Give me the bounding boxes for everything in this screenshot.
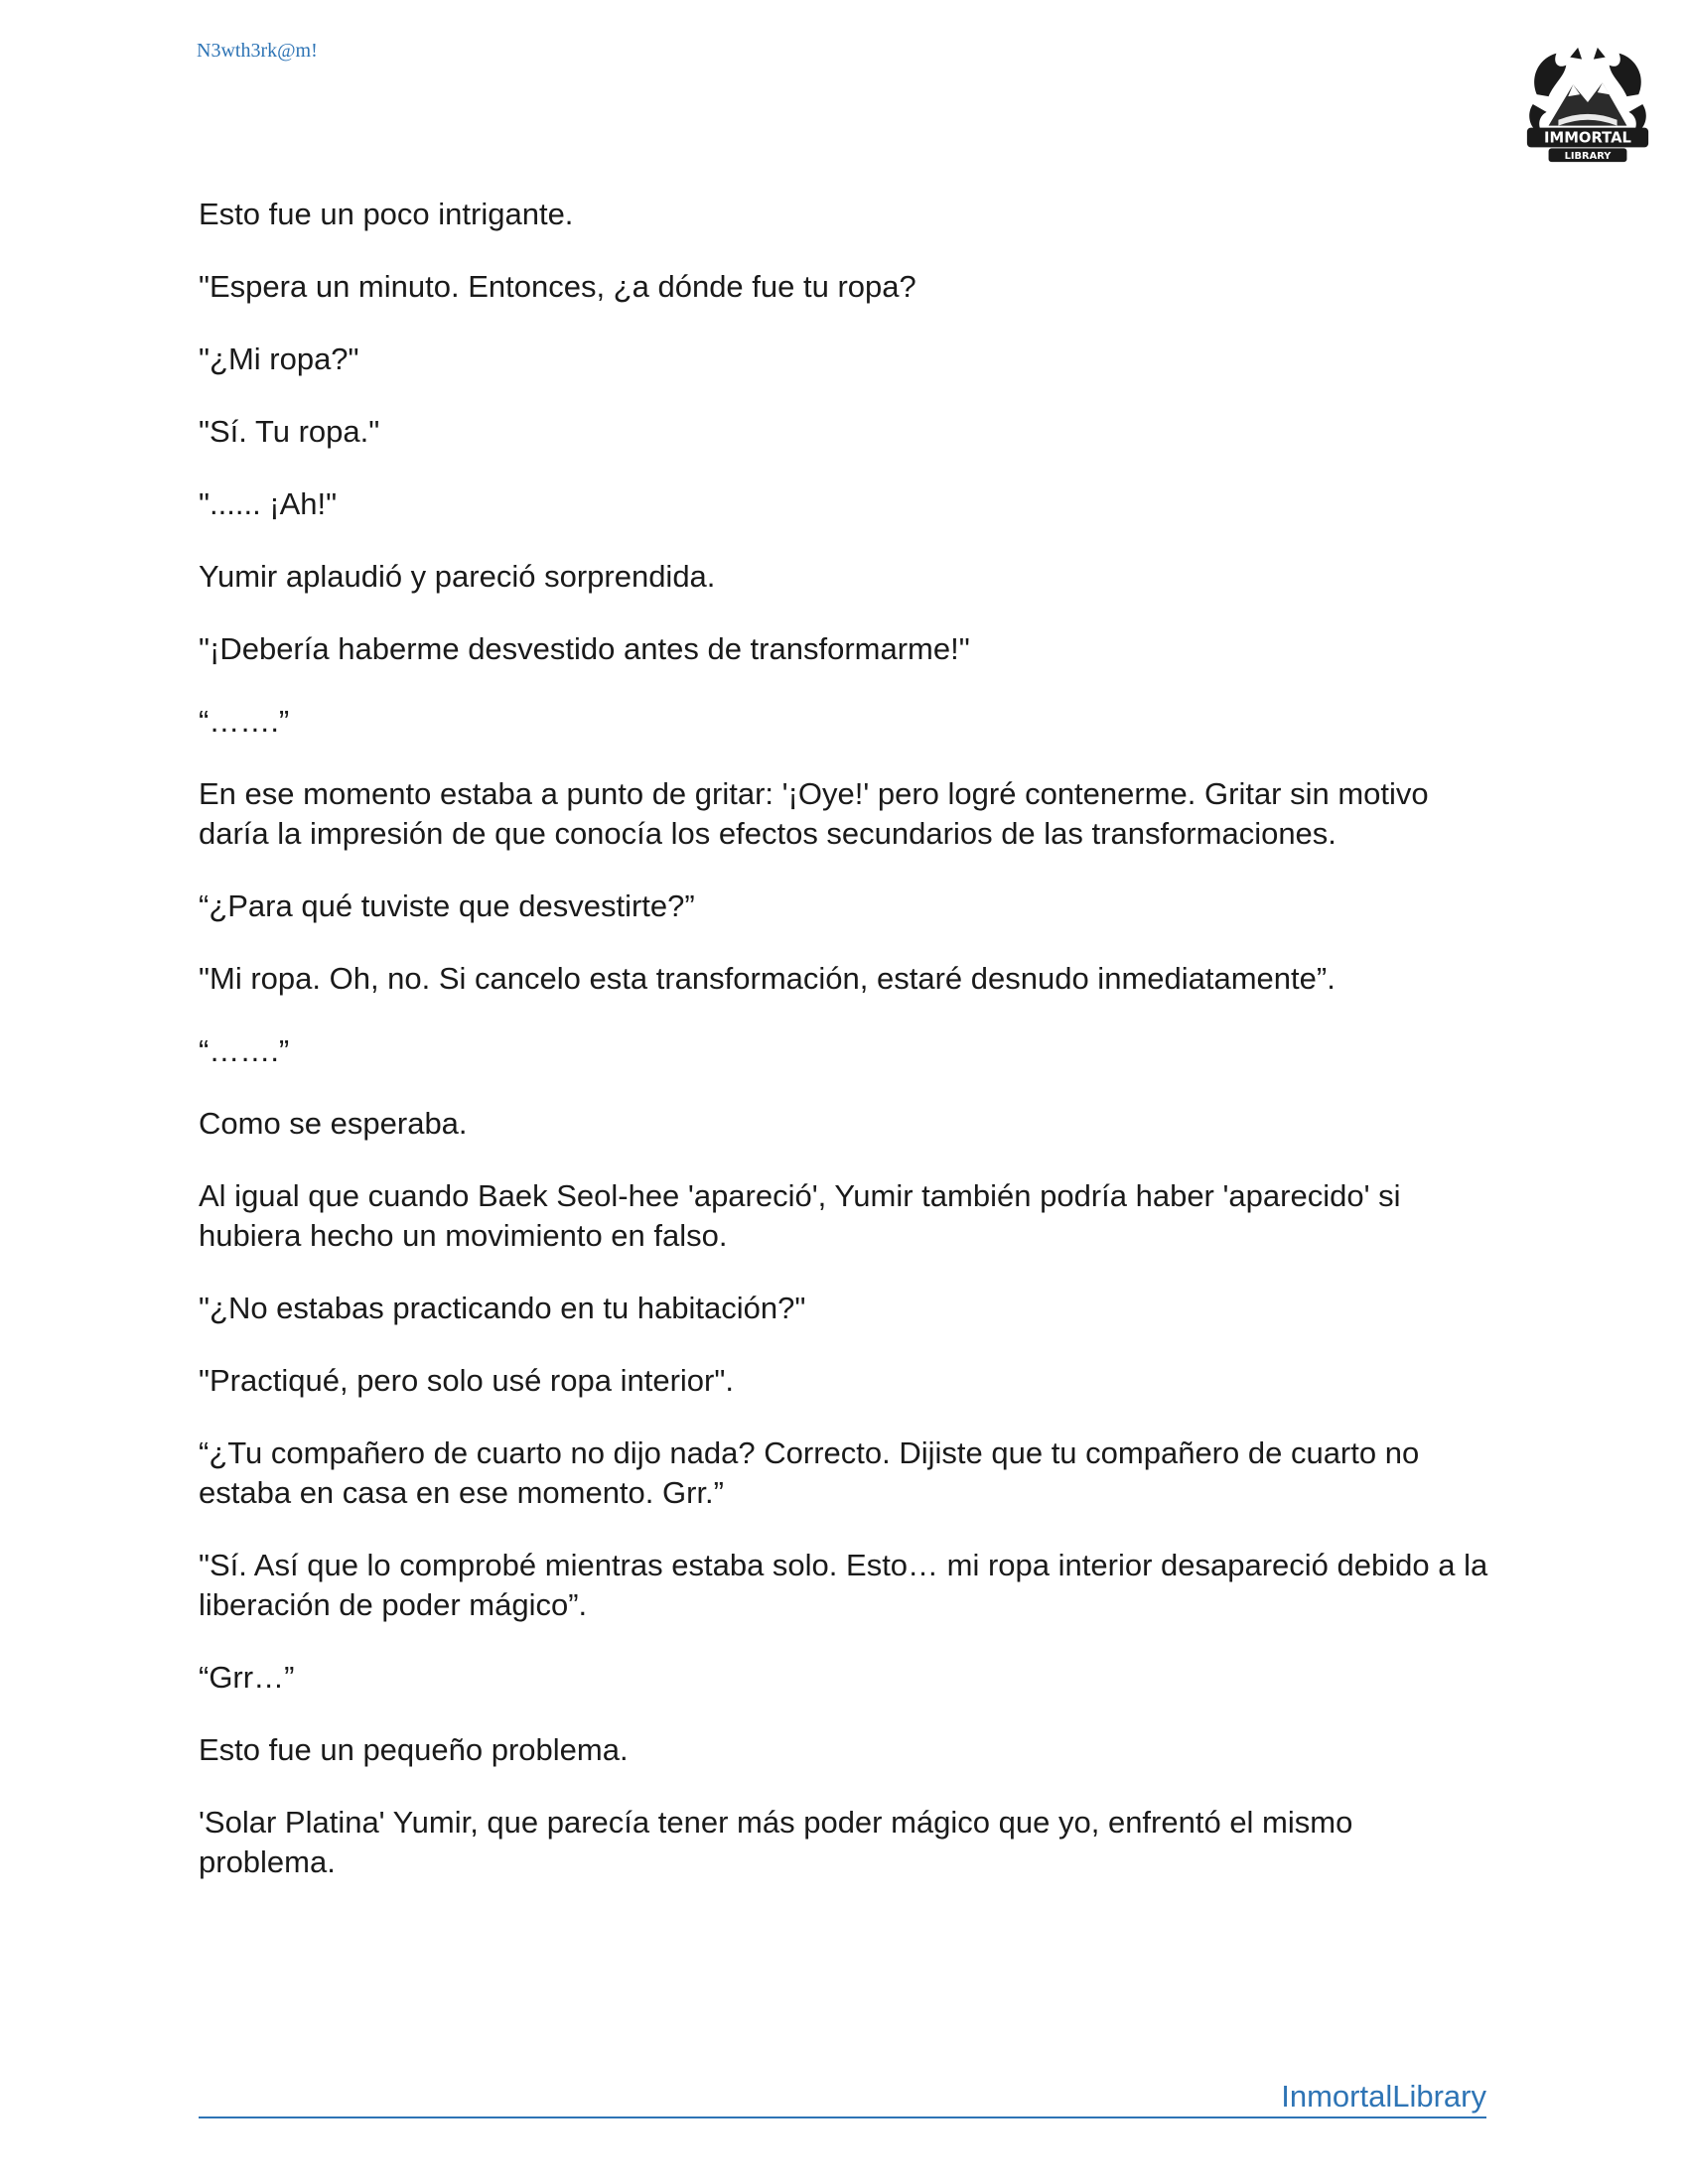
paragraph: "Sí. Tu ropa." <box>199 414 380 449</box>
logo-text-immortal: IMMORTAL <box>1544 129 1631 147</box>
paragraph: Esto fue un poco intrigante. <box>199 197 574 231</box>
paragraph: “…….” <box>199 1033 290 1068</box>
paragraph: "...... ¡Ah!" <box>199 486 338 521</box>
header-watermark: N3wth3rk@m! <box>197 40 318 62</box>
immortal-library-logo <box>1519 36 1656 173</box>
paragraph: Yumir aplaudió y pareció sorprendida. <box>199 559 716 594</box>
paragraph: “¿Tu compañero de cuarto no dijo nada? Correcto. Dijiste que tu compañero de cuarto no estaba en casa en ese momento. Grr.” <box>199 1435 1428 1510</box>
document-body <box>199 195 1496 1915</box>
footer-link-inmortallibrary[interactable]: InmortalLibrary <box>1281 2079 1486 2114</box>
paragraph: “Grr…” <box>199 1660 295 1695</box>
paragraph: Al igual que cuando Baek Seol-hee 'apareció', Yumir también podría haber 'aparecido' si hubiera hecho un movimiento en falso. <box>199 1178 1410 1253</box>
paragraph: 'Solar Platina' Yumir, que parecía tener más poder mágico que yo, enfrentó el mismo problema. <box>199 1805 1361 1879</box>
paragraph: "Practiqué, pero solo usé ropa interior". <box>199 1363 734 1398</box>
dragon-crest-icon <box>1519 36 1656 173</box>
paragraph: "¿No estabas practicando en tu habitación?" <box>199 1291 806 1325</box>
paragraph: "Sí. Así que lo comprobé mientras estaba solo. Esto… mi ropa interior desapareció debido a la liberación de poder mágico”. <box>199 1548 1496 1622</box>
paragraph: “…….” <box>199 704 290 739</box>
logo-text-library: LIBRARY <box>1564 151 1612 163</box>
paragraph: “¿Para qué tuviste que desvestirte?” <box>199 888 695 923</box>
paragraph: "¡Debería haberme desvestido antes de transformarme!" <box>199 631 970 666</box>
footer-rule <box>199 2075 1486 2118</box>
paragraph: Esto fue un pequeño problema. <box>199 1732 629 1767</box>
paragraph: En ese momento estaba a punto de gritar: '¡Oye!' pero logré contenerme. Gritar sin motivo daría la impresión de que conocía los efectos secundarios de las transformaciones. <box>199 776 1438 851</box>
paragraph: "Espera un minuto. Entonces, ¿a dónde fue tu ropa? <box>199 269 916 304</box>
paragraph: Como se esperaba. <box>199 1106 468 1141</box>
paragraph: "¿Mi ropa?" <box>199 341 359 376</box>
paragraph: "Mi ropa. Oh, no. Si cancelo esta transformación, estaré desnudo inmediatamente”. <box>199 961 1336 996</box>
